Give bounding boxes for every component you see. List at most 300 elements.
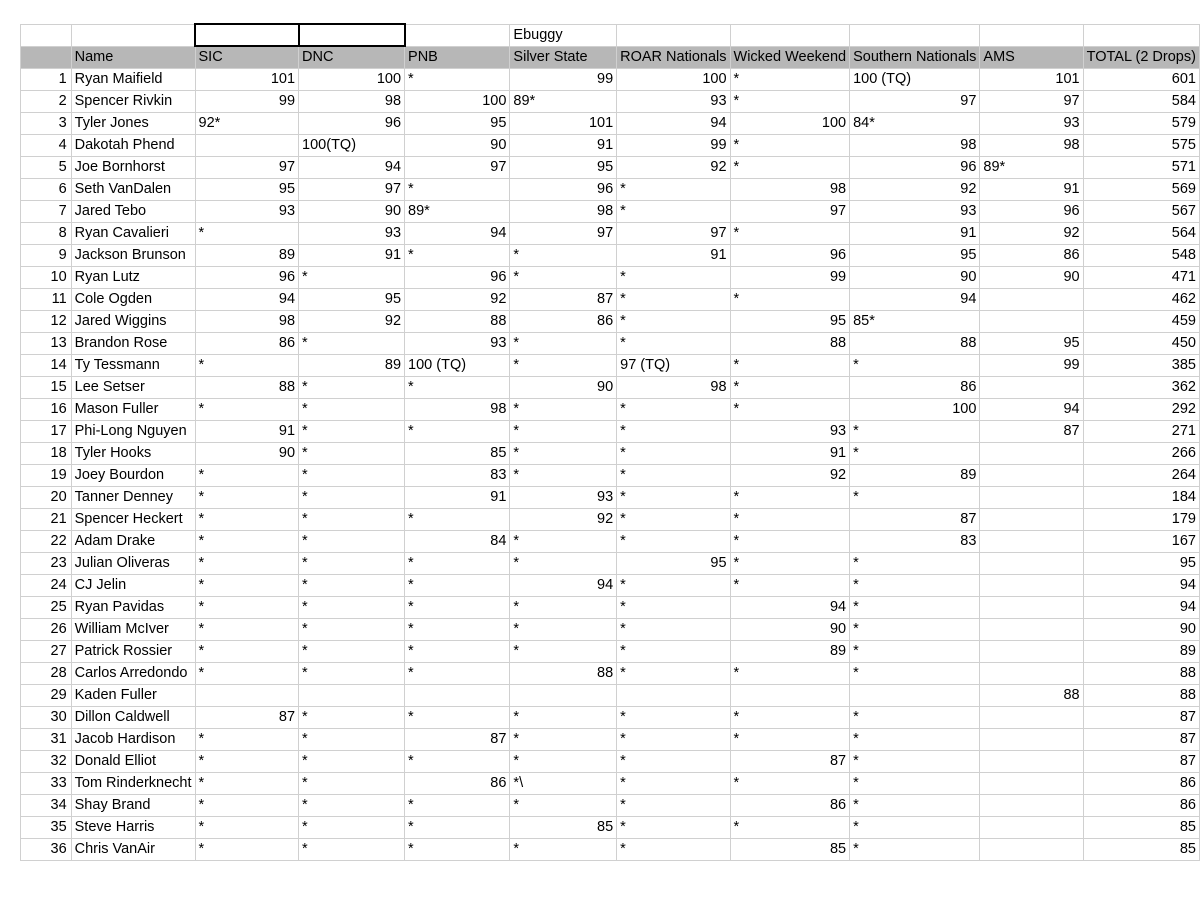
score-cell[interactable]: * (195, 641, 299, 663)
score-cell[interactable]: * (730, 729, 850, 751)
score-cell[interactable]: * (510, 619, 617, 641)
score-cell[interactable]: * (299, 377, 405, 399)
header-cell-name[interactable]: Name (71, 46, 195, 69)
score-cell[interactable]: * (730, 773, 850, 795)
name-cell[interactable]: Tom Rinderknecht (71, 773, 195, 795)
score-cell[interactable]: 91 (299, 245, 405, 267)
score-cell[interactable]: 98 (510, 201, 617, 223)
rank-cell[interactable]: 9 (21, 245, 72, 267)
score-cell[interactable]: 462 (1083, 289, 1199, 311)
score-cell[interactable]: * (510, 333, 617, 355)
score-cell[interactable]: * (730, 663, 850, 685)
score-cell[interactable]: 271 (1083, 421, 1199, 443)
score-cell[interactable]: 95 (299, 289, 405, 311)
score-cell[interactable]: 87 (850, 509, 980, 531)
name-cell[interactable]: Shay Brand (71, 795, 195, 817)
score-cell[interactable]: * (299, 817, 405, 839)
score-cell[interactable]: * (617, 707, 730, 729)
rank-cell[interactable]: 6 (21, 179, 72, 201)
score-cell[interactable]: * (510, 267, 617, 289)
score-cell[interactable]: 100 (850, 399, 980, 421)
score-cell[interactable]: 385 (1083, 355, 1199, 377)
score-cell[interactable]: 98 (299, 91, 405, 113)
score-cell[interactable]: * (730, 135, 850, 157)
score-cell[interactable] (980, 531, 1083, 553)
score-cell[interactable]: * (510, 839, 617, 861)
name-cell[interactable]: Seth VanDalen (71, 179, 195, 201)
score-cell[interactable]: * (730, 487, 850, 509)
score-cell[interactable]: 88 (195, 377, 299, 399)
score-cell[interactable]: 95 (730, 311, 850, 333)
score-cell[interactable]: * (730, 91, 850, 113)
score-cell[interactable]: 91 (980, 179, 1083, 201)
score-cell[interactable]: 95 (850, 245, 980, 267)
score-cell[interactable]: * (195, 553, 299, 575)
rank-cell[interactable]: 18 (21, 443, 72, 465)
score-cell[interactable]: * (299, 531, 405, 553)
score-cell[interactable]: * (617, 575, 730, 597)
score-cell[interactable]: * (299, 663, 405, 685)
score-cell[interactable] (980, 795, 1083, 817)
score-cell[interactable]: * (195, 399, 299, 421)
score-cell[interactable]: 450 (1083, 333, 1199, 355)
name-cell[interactable]: Ryan Lutz (71, 267, 195, 289)
rank-cell[interactable]: 34 (21, 795, 72, 817)
score-cell[interactable]: 90 (299, 201, 405, 223)
score-cell[interactable]: 93 (980, 113, 1083, 135)
score-cell[interactable]: * (510, 531, 617, 553)
score-cell[interactable]: 292 (1083, 399, 1199, 421)
score-cell[interactable]: * (195, 795, 299, 817)
score-cell[interactable]: 362 (1083, 377, 1199, 399)
name-cell[interactable]: Phi-Long Nguyen (71, 421, 195, 443)
score-cell[interactable]: 92* (195, 113, 299, 135)
score-cell[interactable]: 92 (980, 223, 1083, 245)
score-cell[interactable] (980, 377, 1083, 399)
score-cell[interactable]: 97 (730, 201, 850, 223)
score-cell[interactable]: 90 (405, 135, 510, 157)
score-cell[interactable]: 94 (850, 289, 980, 311)
score-cell[interactable]: 87 (405, 729, 510, 751)
score-cell[interactable]: 90 (730, 619, 850, 641)
score-cell[interactable] (850, 685, 980, 707)
score-cell[interactable] (980, 773, 1083, 795)
score-cell[interactable] (980, 289, 1083, 311)
score-cell[interactable]: * (850, 355, 980, 377)
score-cell[interactable]: 98 (617, 377, 730, 399)
rank-cell[interactable]: 17 (21, 421, 72, 443)
cell[interactable] (71, 24, 195, 46)
score-cell[interactable]: * (617, 201, 730, 223)
score-cell[interactable]: 93 (195, 201, 299, 223)
rank-cell[interactable]: 8 (21, 223, 72, 245)
score-cell[interactable]: * (850, 839, 980, 861)
score-cell[interactable]: * (510, 795, 617, 817)
score-cell[interactable]: * (195, 531, 299, 553)
score-cell[interactable]: 96 (510, 179, 617, 201)
score-cell[interactable]: * (299, 795, 405, 817)
score-cell[interactable]: 94 (195, 289, 299, 311)
rank-cell[interactable]: 26 (21, 619, 72, 641)
rank-cell[interactable]: 1 (21, 69, 72, 91)
score-cell[interactable]: 90 (510, 377, 617, 399)
score-cell[interactable] (980, 839, 1083, 861)
score-cell[interactable]: 101 (980, 69, 1083, 91)
name-cell[interactable]: CJ Jelin (71, 575, 195, 597)
score-cell[interactable]: * (405, 421, 510, 443)
score-cell[interactable]: 83 (850, 531, 980, 553)
score-cell[interactable]: * (405, 839, 510, 861)
score-cell[interactable]: * (195, 597, 299, 619)
score-cell[interactable]: * (405, 641, 510, 663)
score-cell[interactable]: * (299, 421, 405, 443)
score-cell[interactable]: 97 (195, 157, 299, 179)
score-cell[interactable]: * (617, 817, 730, 839)
score-cell[interactable]: 97 (510, 223, 617, 245)
score-cell[interactable]: * (617, 509, 730, 531)
score-cell[interactable] (980, 509, 1083, 531)
name-cell[interactable]: William McIver (71, 619, 195, 641)
rank-cell[interactable]: 16 (21, 399, 72, 421)
score-cell[interactable]: * (299, 487, 405, 509)
header-cell-dnc[interactable]: DNC (299, 46, 405, 69)
header-cell-silver-state[interactable]: Silver State (510, 46, 617, 69)
score-cell[interactable]: 86 (195, 333, 299, 355)
name-cell[interactable]: Julian Oliveras (71, 553, 195, 575)
score-cell[interactable]: * (850, 487, 980, 509)
rank-cell[interactable]: 14 (21, 355, 72, 377)
rank-cell[interactable]: 27 (21, 641, 72, 663)
score-cell[interactable]: 85 (1083, 839, 1199, 861)
score-cell[interactable]: 264 (1083, 465, 1199, 487)
name-cell[interactable]: Steve Harris (71, 817, 195, 839)
score-cell[interactable]: * (510, 465, 617, 487)
name-cell[interactable]: Jared Tebo (71, 201, 195, 223)
name-cell[interactable]: Joe Bornhorst (71, 157, 195, 179)
rank-cell[interactable]: 7 (21, 201, 72, 223)
score-cell[interactable]: * (405, 245, 510, 267)
score-cell[interactable]: 99 (510, 69, 617, 91)
name-cell[interactable]: Jared Wiggins (71, 311, 195, 333)
score-cell[interactable]: 84 (405, 531, 510, 553)
score-cell[interactable] (980, 443, 1083, 465)
score-cell[interactable]: 86 (1083, 773, 1199, 795)
score-cell[interactable]: 100 (299, 69, 405, 91)
score-cell[interactable]: 87 (1083, 707, 1199, 729)
score-cell[interactable]: * (850, 619, 980, 641)
score-cell[interactable]: 96 (195, 267, 299, 289)
score-cell[interactable]: * (299, 443, 405, 465)
score-cell[interactable]: 88 (850, 333, 980, 355)
score-cell[interactable]: 91 (510, 135, 617, 157)
header-cell-wicked-weekend[interactable]: Wicked Weekend (730, 46, 850, 69)
score-cell[interactable]: 95 (980, 333, 1083, 355)
score-cell[interactable]: 95 (405, 113, 510, 135)
score-cell[interactable]: 98 (405, 399, 510, 421)
score-cell[interactable]: * (730, 707, 850, 729)
rank-cell[interactable]: 15 (21, 377, 72, 399)
score-cell[interactable]: * (195, 663, 299, 685)
score-cell[interactable]: 95 (510, 157, 617, 179)
score-cell[interactable]: 87 (195, 707, 299, 729)
name-cell[interactable]: Carlos Arredondo (71, 663, 195, 685)
score-cell[interactable]: 94 (405, 223, 510, 245)
rank-cell[interactable]: 25 (21, 597, 72, 619)
score-cell[interactable]: 100 (TQ) (850, 69, 980, 91)
score-cell[interactable]: 87 (1083, 729, 1199, 751)
score-cell[interactable]: 100 (TQ) (405, 355, 510, 377)
score-cell[interactable]: * (299, 399, 405, 421)
cell[interactable] (405, 24, 510, 46)
score-cell[interactable]: 100(TQ) (299, 135, 405, 157)
score-cell[interactable] (730, 685, 850, 707)
score-cell[interactable]: * (730, 553, 850, 575)
score-cell[interactable]: * (195, 729, 299, 751)
score-cell[interactable]: * (299, 729, 405, 751)
score-cell[interactable]: 88 (980, 685, 1083, 707)
score-cell[interactable]: 84* (850, 113, 980, 135)
score-cell[interactable]: * (730, 509, 850, 531)
score-cell[interactable]: 94 (617, 113, 730, 135)
header-cell[interactable] (21, 46, 72, 69)
score-cell[interactable]: 83 (405, 465, 510, 487)
score-cell[interactable]: * (299, 465, 405, 487)
score-cell[interactable] (980, 707, 1083, 729)
score-cell[interactable]: 601 (1083, 69, 1199, 91)
score-cell[interactable] (980, 751, 1083, 773)
score-cell[interactable]: 99 (980, 355, 1083, 377)
name-cell[interactable]: Joey Bourdon (71, 465, 195, 487)
score-cell[interactable]: 100 (405, 91, 510, 113)
score-cell[interactable]: * (299, 773, 405, 795)
score-cell[interactable]: 89 (195, 245, 299, 267)
name-cell[interactable]: Tyler Hooks (71, 443, 195, 465)
score-cell[interactable]: * (510, 245, 617, 267)
score-cell[interactable]: 88 (405, 311, 510, 333)
score-cell[interactable]: * (299, 839, 405, 861)
score-cell[interactable]: 92 (730, 465, 850, 487)
rank-cell[interactable]: 19 (21, 465, 72, 487)
rank-cell[interactable]: 20 (21, 487, 72, 509)
score-cell[interactable]: * (730, 377, 850, 399)
score-cell[interactable]: 584 (1083, 91, 1199, 113)
rank-cell[interactable]: 31 (21, 729, 72, 751)
score-cell[interactable]: 471 (1083, 267, 1199, 289)
score-cell[interactable]: 91 (617, 245, 730, 267)
score-cell[interactable]: 569 (1083, 179, 1199, 201)
score-cell[interactable]: 94 (1083, 597, 1199, 619)
score-cell[interactable] (980, 619, 1083, 641)
score-cell[interactable]: 86 (850, 377, 980, 399)
score-cell[interactable]: 91 (850, 223, 980, 245)
score-cell[interactable]: 564 (1083, 223, 1199, 245)
score-cell[interactable]: 91 (730, 443, 850, 465)
score-cell[interactable]: * (730, 817, 850, 839)
score-cell[interactable]: 95 (1083, 553, 1199, 575)
score-cell[interactable]: 88 (1083, 663, 1199, 685)
score-cell[interactable]: 88 (1083, 685, 1199, 707)
score-cell[interactable]: * (850, 575, 980, 597)
score-cell[interactable]: * (617, 663, 730, 685)
score-cell[interactable]: 90 (1083, 619, 1199, 641)
header-cell-southern-nationals[interactable]: Southern Nationals (850, 46, 980, 69)
score-cell[interactable]: * (617, 179, 730, 201)
score-cell[interactable]: * (195, 839, 299, 861)
score-cell[interactable]: 92 (510, 509, 617, 531)
score-cell[interactable]: * (617, 289, 730, 311)
name-cell[interactable]: Ryan Maifield (71, 69, 195, 91)
score-cell[interactable]: 575 (1083, 135, 1199, 157)
score-cell[interactable]: 99 (730, 267, 850, 289)
header-cell-sic[interactable]: SIC (195, 46, 299, 69)
score-cell[interactable]: * (195, 223, 299, 245)
score-cell[interactable] (980, 465, 1083, 487)
score-cell[interactable]: 97 (617, 223, 730, 245)
score-cell[interactable]: 87 (1083, 751, 1199, 773)
score-cell[interactable] (510, 685, 617, 707)
score-cell[interactable]: 93 (730, 421, 850, 443)
score-cell[interactable]: 266 (1083, 443, 1199, 465)
score-cell[interactable]: * (617, 729, 730, 751)
score-cell[interactable]: 571 (1083, 157, 1199, 179)
score-cell[interactable]: 89 (850, 465, 980, 487)
score-cell[interactable]: * (405, 751, 510, 773)
score-cell[interactable]: 89* (405, 201, 510, 223)
score-cell[interactable]: * (730, 355, 850, 377)
name-cell[interactable]: Jacob Hardison (71, 729, 195, 751)
score-cell[interactable]: * (195, 773, 299, 795)
name-cell[interactable]: Tanner Denney (71, 487, 195, 509)
rank-cell[interactable]: 12 (21, 311, 72, 333)
score-cell[interactable]: 88 (510, 663, 617, 685)
selected-cell[interactable] (299, 24, 405, 46)
score-cell[interactable]: * (299, 267, 405, 289)
rank-cell[interactable]: 28 (21, 663, 72, 685)
score-cell[interactable]: * (299, 333, 405, 355)
score-cell[interactable]: 93 (510, 487, 617, 509)
name-cell[interactable]: Dakotah Phend (71, 135, 195, 157)
score-cell[interactable] (980, 575, 1083, 597)
score-cell[interactable]: 93 (617, 91, 730, 113)
score-cell[interactable]: * (195, 751, 299, 773)
selected-cell[interactable] (195, 24, 299, 46)
score-cell[interactable] (195, 135, 299, 157)
name-cell[interactable]: Ryan Cavalieri (71, 223, 195, 245)
score-cell[interactable]: * (850, 553, 980, 575)
score-cell[interactable]: * (617, 641, 730, 663)
score-cell[interactable]: 89 (730, 641, 850, 663)
rank-cell[interactable]: 30 (21, 707, 72, 729)
score-cell[interactable]: * (617, 421, 730, 443)
cell[interactable] (850, 24, 980, 46)
score-cell[interactable]: 94 (730, 597, 850, 619)
score-cell[interactable]: 93 (405, 333, 510, 355)
score-cell[interactable] (980, 553, 1083, 575)
cell[interactable] (980, 24, 1083, 46)
score-cell[interactable]: 86 (405, 773, 510, 795)
score-cell[interactable]: * (617, 311, 730, 333)
score-cell[interactable]: 85 (1083, 817, 1199, 839)
score-cell[interactable]: 85 (405, 443, 510, 465)
header-cell-roar-nationals[interactable]: ROAR Nationals (617, 46, 730, 69)
score-cell[interactable]: * (299, 597, 405, 619)
score-cell[interactable]: 100 (617, 69, 730, 91)
score-cell[interactable]: 167 (1083, 531, 1199, 553)
score-cell[interactable]: * (299, 575, 405, 597)
score-cell[interactable]: 97 (850, 91, 980, 113)
score-cell[interactable]: 96 (850, 157, 980, 179)
header-cell-ams[interactable]: AMS (980, 46, 1083, 69)
score-cell[interactable]: * (850, 795, 980, 817)
score-cell[interactable] (980, 597, 1083, 619)
name-cell[interactable]: Spencer Heckert (71, 509, 195, 531)
score-cell[interactable]: 93 (299, 223, 405, 245)
score-cell[interactable]: * (510, 553, 617, 575)
rank-cell[interactable]: 23 (21, 553, 72, 575)
score-cell[interactable]: * (730, 157, 850, 179)
score-cell[interactable]: 97 (TQ) (617, 355, 730, 377)
score-cell[interactable]: 89* (980, 157, 1083, 179)
score-cell[interactable]: 96 (405, 267, 510, 289)
score-cell[interactable]: 97 (980, 91, 1083, 113)
header-cell-total[interactable]: TOTAL (2 Drops) (1083, 46, 1199, 69)
score-cell[interactable]: * (510, 597, 617, 619)
score-cell[interactable]: * (195, 619, 299, 641)
score-cell[interactable]: 93 (850, 201, 980, 223)
score-cell[interactable]: 87 (510, 289, 617, 311)
name-cell[interactable]: Tyler Jones (71, 113, 195, 135)
name-cell[interactable]: Donald Elliot (71, 751, 195, 773)
name-cell[interactable]: Mason Fuller (71, 399, 195, 421)
score-cell[interactable]: * (510, 355, 617, 377)
score-cell[interactable]: * (850, 597, 980, 619)
score-cell[interactable]: * (510, 443, 617, 465)
score-cell[interactable] (980, 641, 1083, 663)
score-cell[interactable]: * (405, 575, 510, 597)
rank-cell[interactable]: 10 (21, 267, 72, 289)
score-cell[interactable]: 97 (405, 157, 510, 179)
score-cell[interactable]: 86 (1083, 795, 1199, 817)
score-cell[interactable]: * (850, 729, 980, 751)
score-cell[interactable]: * (617, 487, 730, 509)
score-cell[interactable]: 90 (980, 267, 1083, 289)
score-cell[interactable]: * (850, 707, 980, 729)
score-cell[interactable]: * (617, 751, 730, 773)
name-cell[interactable]: Patrick Rossier (71, 641, 195, 663)
score-cell[interactable]: * (405, 663, 510, 685)
score-cell[interactable]: * (195, 465, 299, 487)
score-cell[interactable]: 179 (1083, 509, 1199, 531)
score-cell[interactable]: 89 (1083, 641, 1199, 663)
score-cell[interactable]: * (730, 575, 850, 597)
score-cell[interactable]: * (617, 399, 730, 421)
score-cell[interactable]: * (510, 421, 617, 443)
score-cell[interactable]: 89 (299, 355, 405, 377)
score-cell[interactable]: * (850, 663, 980, 685)
score-cell[interactable]: 86 (730, 795, 850, 817)
score-cell[interactable]: 86 (980, 245, 1083, 267)
score-cell[interactable] (980, 487, 1083, 509)
score-cell[interactable]: * (299, 751, 405, 773)
score-cell[interactable] (299, 685, 405, 707)
name-cell[interactable]: Ty Tessmann (71, 355, 195, 377)
rank-cell[interactable]: 4 (21, 135, 72, 157)
score-cell[interactable]: * (299, 619, 405, 641)
score-cell[interactable]: 92 (617, 157, 730, 179)
header-cell-pnb[interactable]: PNB (405, 46, 510, 69)
score-cell[interactable]: * (617, 795, 730, 817)
rank-cell[interactable]: 22 (21, 531, 72, 553)
